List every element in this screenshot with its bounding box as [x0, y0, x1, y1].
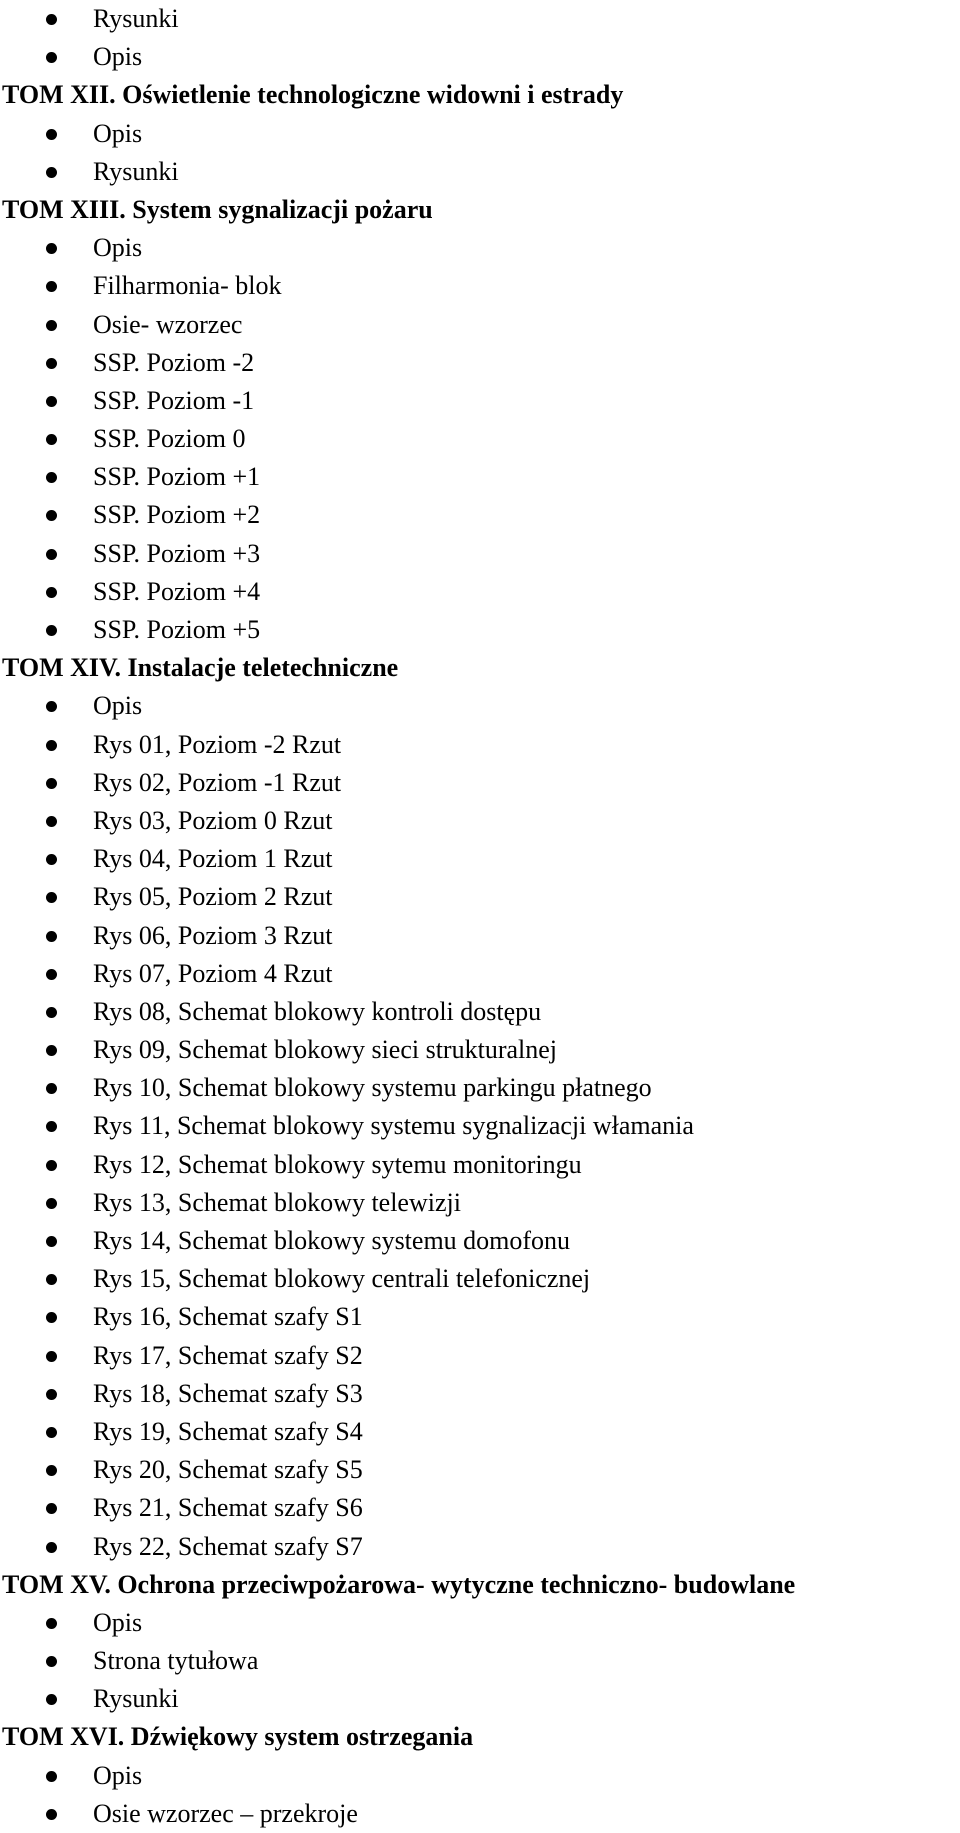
list-item-text: Rys 20, Schemat szafy S5: [93, 1455, 363, 1485]
bullet-icon: [46, 167, 57, 178]
list-item-text: Rys 08, Schemat blokowy kontroli dostępu: [93, 996, 542, 1026]
list-item: [0, 1795, 960, 1833]
bullet-icon: [46, 243, 57, 254]
section-heading: TOM XV. Ochrona przeciwpożarowa- wytyczne techniczno- budowlane: [2, 1569, 796, 1599]
list-item-text: SSP. Poziom +3: [93, 538, 261, 568]
list-item-text: SSP. Poziom +1: [93, 462, 261, 492]
list-item-text: SSP. Poziom 0: [93, 424, 246, 454]
list-item-text: Rysunki: [93, 1684, 179, 1714]
list-item-text: Rys 17, Schemat szafy S2: [93, 1340, 363, 1370]
bullet-icon: [46, 129, 57, 140]
list-item: [0, 344, 960, 382]
list-item-text: Filharmonia- blok: [93, 271, 282, 301]
bullet-icon: [46, 587, 57, 598]
list-item-text: Opis: [93, 1760, 143, 1790]
bullet-icon: [46, 1542, 57, 1553]
bullet-icon: [46, 1465, 57, 1476]
bullet-icon: [46, 778, 57, 789]
list-item-text: Osie wzorzec – przekroje: [93, 1798, 358, 1828]
list-item-text: Rys 09, Schemat blokowy sieci strukturalnej: [93, 1035, 558, 1065]
list-item-text: Rys 12, Schemat blokowy sytemu monitoringu: [93, 1149, 582, 1179]
section-heading: TOM XVI. Dźwiękowy system ostrzegania: [2, 1722, 474, 1752]
list-item-text: Opis: [93, 233, 143, 263]
list-item: [0, 1069, 960, 1107]
bullet-icon: [46, 816, 57, 827]
list-item: [0, 1680, 960, 1718]
list-item: [0, 382, 960, 420]
list-item: [0, 458, 960, 496]
bullet-icon: [46, 1160, 57, 1171]
list-item: [0, 840, 960, 878]
bullet-icon: [46, 625, 57, 636]
list-item: [0, 0, 960, 38]
bullet-icon: [46, 969, 57, 980]
list-item: [0, 1375, 960, 1413]
list-item-text: Rys 10, Schemat blokowy systemu parkingu płatnego: [93, 1073, 652, 1103]
list-item: [0, 1489, 960, 1527]
bullet-icon: [46, 931, 57, 942]
list-item-text: Opis: [93, 691, 143, 721]
list-item: [0, 1451, 960, 1489]
list-item-text: Osie- wzorzec: [93, 309, 243, 339]
list-item-text: Rys 15, Schemat blokowy centrali telefonicznej: [93, 1264, 591, 1294]
bullet-icon: [46, 52, 57, 63]
section-heading: TOM XIII. System sygnalizacji pożaru: [2, 194, 433, 224]
list-item: [0, 1528, 960, 1566]
list-item: [0, 878, 960, 916]
bullet-icon: [46, 434, 57, 445]
list-item-text: Rys 11, Schemat blokowy systemu sygnalizacji włamania: [93, 1111, 694, 1141]
bullet-icon: [46, 854, 57, 865]
list-item: [0, 573, 960, 611]
bullet-icon: [46, 1771, 57, 1782]
list-item-text: Rys 01, Poziom -2 Rzut: [93, 729, 342, 759]
bullet-icon: [46, 320, 57, 331]
section-heading: TOM XIV. Instalacje teletechniczne: [2, 653, 399, 683]
list-item-text: Opis: [93, 118, 143, 148]
bullet-icon: [46, 1274, 57, 1285]
bullet-icon: [46, 281, 57, 292]
list-item-text: Rysunki: [93, 156, 179, 186]
list-item-text: Rys 18, Schemat szafy S3: [93, 1378, 363, 1408]
list-item-text: SSP. Poziom -1: [93, 385, 255, 415]
list-item: [0, 1222, 960, 1260]
bullet-icon: [46, 1618, 57, 1629]
bullet-icon: [46, 1503, 57, 1514]
list-item-text: Opis: [93, 1607, 143, 1637]
list-item: [0, 1642, 960, 1680]
list-item-text: SSP. Poziom +5: [93, 615, 261, 644]
list-item-text: Rys 21, Schemat szafy S6: [93, 1493, 363, 1523]
list-item-text: SSP. Poziom +4: [93, 576, 261, 606]
list-item: [0, 1337, 960, 1375]
bullet-icon: [46, 1083, 57, 1094]
list-item: [0, 802, 960, 840]
list-item: [0, 1146, 960, 1184]
bullet-icon: [46, 510, 57, 521]
list-item-text: Rys 13, Schemat blokowy telewizji: [93, 1187, 461, 1217]
bullet-icon: [46, 549, 57, 560]
list-item-text: SSP. Poziom -2: [93, 347, 255, 377]
bullet-icon: [46, 1694, 57, 1705]
bullet-icon: [46, 740, 57, 751]
list-item: [0, 306, 960, 344]
list-item: [0, 229, 960, 267]
list-item: [0, 1260, 960, 1298]
list-item: [0, 496, 960, 534]
list-item-text: Opis: [93, 42, 143, 72]
list-item-text: Rys 05, Poziom 2 Rzut: [93, 882, 333, 912]
bullet-icon: [46, 1389, 57, 1400]
list-item: [0, 1298, 960, 1336]
bullet-icon: [46, 701, 57, 712]
bullet-icon: [46, 1809, 57, 1820]
list-item-text: Rys 14, Schemat blokowy systemu domofonu: [93, 1226, 571, 1255]
list-item: [0, 1604, 960, 1642]
bullet-icon: [46, 1007, 57, 1018]
list-item-text: Rys 06, Poziom 3 Rzut: [93, 920, 333, 950]
list-item: [0, 153, 960, 191]
bullet-icon: [46, 14, 57, 25]
list-item: [0, 993, 960, 1031]
list-item-text: Rysunki: [93, 4, 179, 33]
section-heading: TOM XII. Oświetlenie technologiczne widowni i estrady: [2, 80, 624, 110]
bullet-icon: [46, 1351, 57, 1362]
list-item: [0, 1413, 960, 1451]
bullet-icon: [46, 396, 57, 407]
list-item-text: Strona tytułowa: [93, 1646, 259, 1676]
list-item: [0, 1031, 960, 1069]
bullet-icon: [46, 1236, 57, 1247]
bullet-icon: [46, 358, 57, 369]
list-item: [0, 1757, 960, 1795]
list-item-text: Rys 22, Schemat szafy S7: [93, 1531, 363, 1561]
bullet-icon: [46, 1045, 57, 1056]
bullet-icon: [46, 1121, 57, 1132]
bullet-icon: [46, 472, 57, 483]
list-item-text: SSP. Poziom +2: [93, 500, 261, 530]
list-item: [0, 267, 960, 305]
list-item: [0, 687, 960, 725]
list-item-text: Rys 04, Poziom 1 Rzut: [93, 844, 333, 874]
list-item: [0, 1184, 960, 1222]
list-item-text: Rys 16, Schemat szafy S1: [93, 1302, 363, 1332]
list-item: [0, 38, 960, 76]
list-item-text: Rys 02, Poziom -1 Rzut: [93, 767, 342, 797]
list-item: [0, 955, 960, 993]
list-item-text: Rys 07, Poziom 4 Rzut: [93, 958, 333, 988]
list-item: [0, 535, 960, 573]
bullet-icon: [46, 1312, 57, 1323]
bullet-icon: [46, 1656, 57, 1667]
list-item: [0, 764, 960, 802]
list-item: [0, 726, 960, 764]
list-item: [0, 917, 960, 955]
bullet-icon: [46, 1198, 57, 1209]
list-item: [0, 1107, 960, 1145]
list-item: [0, 115, 960, 153]
list-item: [0, 611, 960, 649]
list-item-text: Rys 19, Schemat szafy S4: [93, 1416, 363, 1446]
list-item-text: Rys 03, Poziom 0 Rzut: [93, 805, 333, 835]
bullet-icon: [46, 892, 57, 903]
list-item: [0, 420, 960, 458]
bullet-icon: [46, 1427, 57, 1438]
